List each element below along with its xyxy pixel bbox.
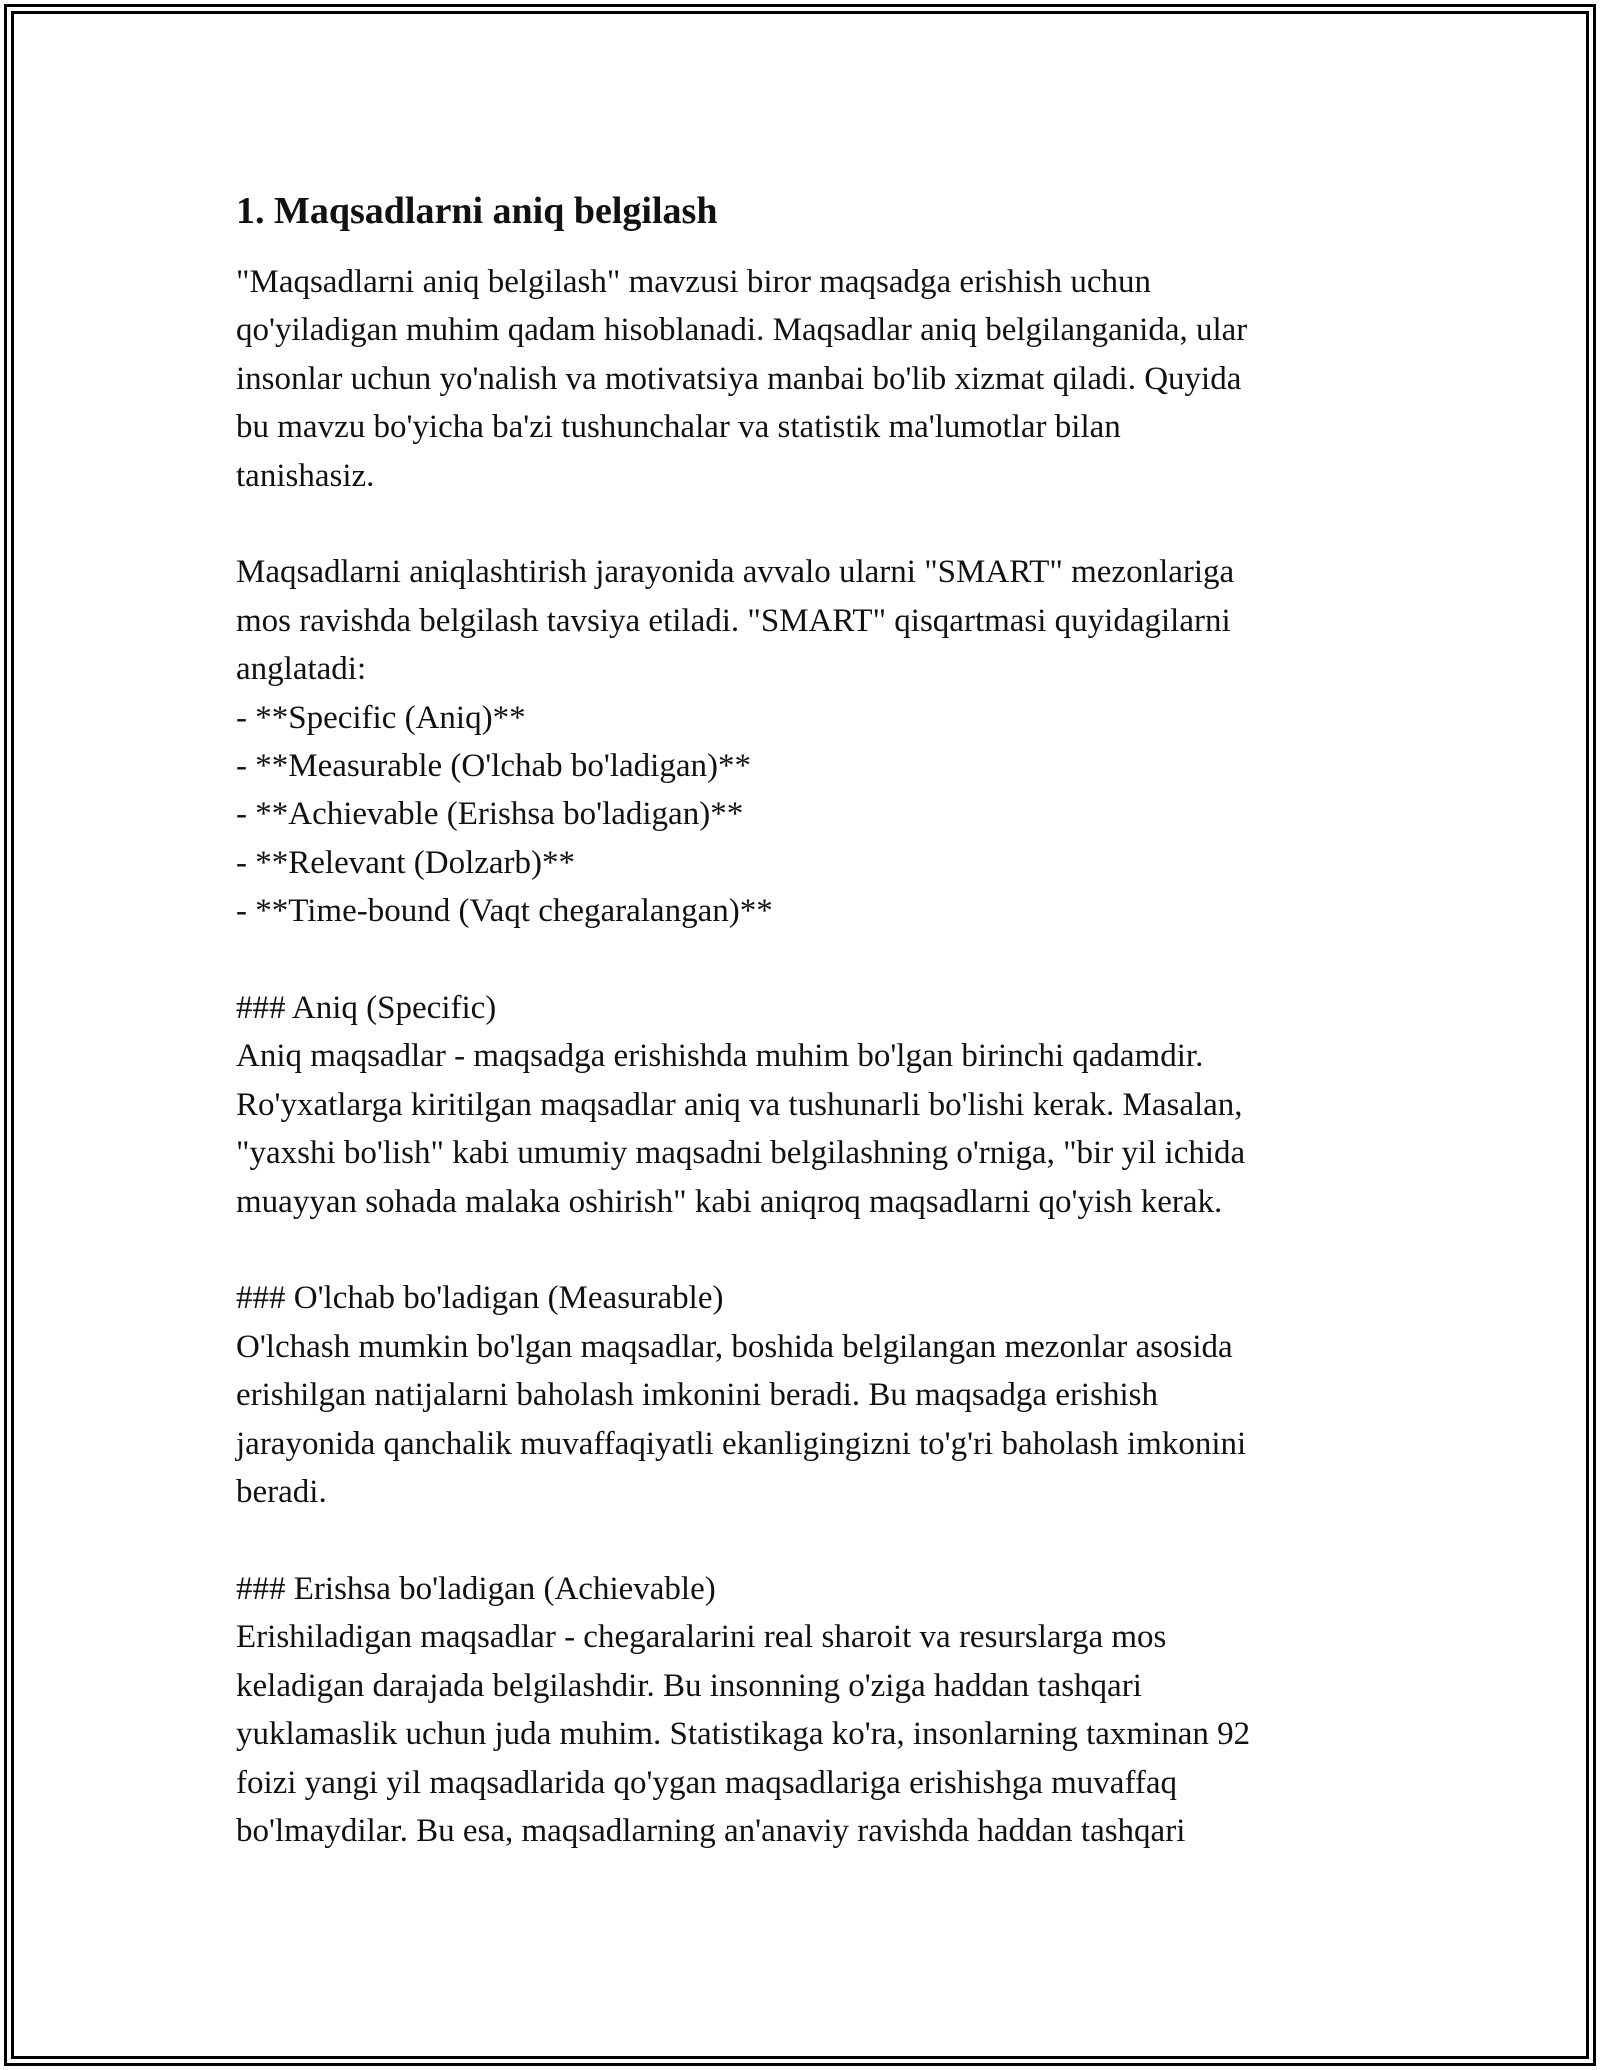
document-body: [236, 186, 1376, 1855]
paragraph-intro: "Maqsadlarni aniq belgilash" mavzusi biror maqsadga erishish uchun qo'yiladigan muhim qadam hisoblanadi. Maqsadlar aniq belgilanganida, ular insonlar uchun yo'nalish va motivatsiya manbai bo'lib xizmat qiladi. Quyida bu mavzu bo'yicha ba'zi tushunchalar va statistik ma'lumotlar bilan tanishasiz.: [236, 264, 1248, 494]
section-achievable: ### Erishsa bo'ladigan (Achievable) Erishiladigan maqsadlar - chegaralarini real sharoit va resurslarga mos keladigan darajada belgilashdir. Bu insonning o'ziga haddan tashqari yuklamaslik uchun juda muhim. Statistikaga ko'ra, insonlarning taxminan 92 foizi yangi yil maqsadlarida qo'ygan maqsadlariga erishishga muvaffaq bo'lmaydilar. Bu esa, maqsadlarning an'anaviy ravishda haddan tashqari: [236, 1570, 1251, 1849]
document-title: 1. Maqsadlarni aniq belgilash: [236, 190, 718, 232]
paragraph-gap: [236, 936, 1376, 984]
section-specific: ### Aniq (Specific) Aniq maqsadlar - maqsadga erishishda muhim bo'lgan birinchi qadamdir. Ro'yxatlarga kiritilgan maqsadlar aniq va tushunarli bo'lishi kerak. Masalan, "yaxshi bo'lish" kabi umumiy maqsadni belgilashning o'rniga, "bir yil ichida muayyan sohada malaka oshirish" kabi aniqroq maqsadlarni qo'yish kerak.: [236, 990, 1246, 1220]
section-measurable: ### O'lchab bo'ladigan (Measurable) O'lchash mumkin bo'lgan maqsadlar, boshida belgilangan mezonlar asosida erishilgan natijalarni baholash imkonini beradi. Bu maqsadga erishish jarayonida qanchalik muvaffaqiyatli ekanligingizni to'g'ri baholash imkonini beradi.: [236, 1280, 1247, 1511]
paragraph-gap: [236, 1226, 1376, 1274]
paragraph-gap: [236, 500, 1376, 548]
paragraph-smart-list: Maqsadlarni aniqlashtirish jarayonida avvalo ularni "SMART" mezonlariga mos ravishda belgilash tavsiya etiladi. "SMART" qisqartmasi quyidagilarni anglatadi: - **Specific (Aniq)** - **Measurable (O'lchab bo'ladigan)** - **Achievable (Erishsa bo'ladigan)** - **Relevant (Dolzarb)** - **Time-bound (Vaqt chegaralangan)**: [236, 554, 1235, 930]
paragraph-gap: [236, 1517, 1376, 1565]
